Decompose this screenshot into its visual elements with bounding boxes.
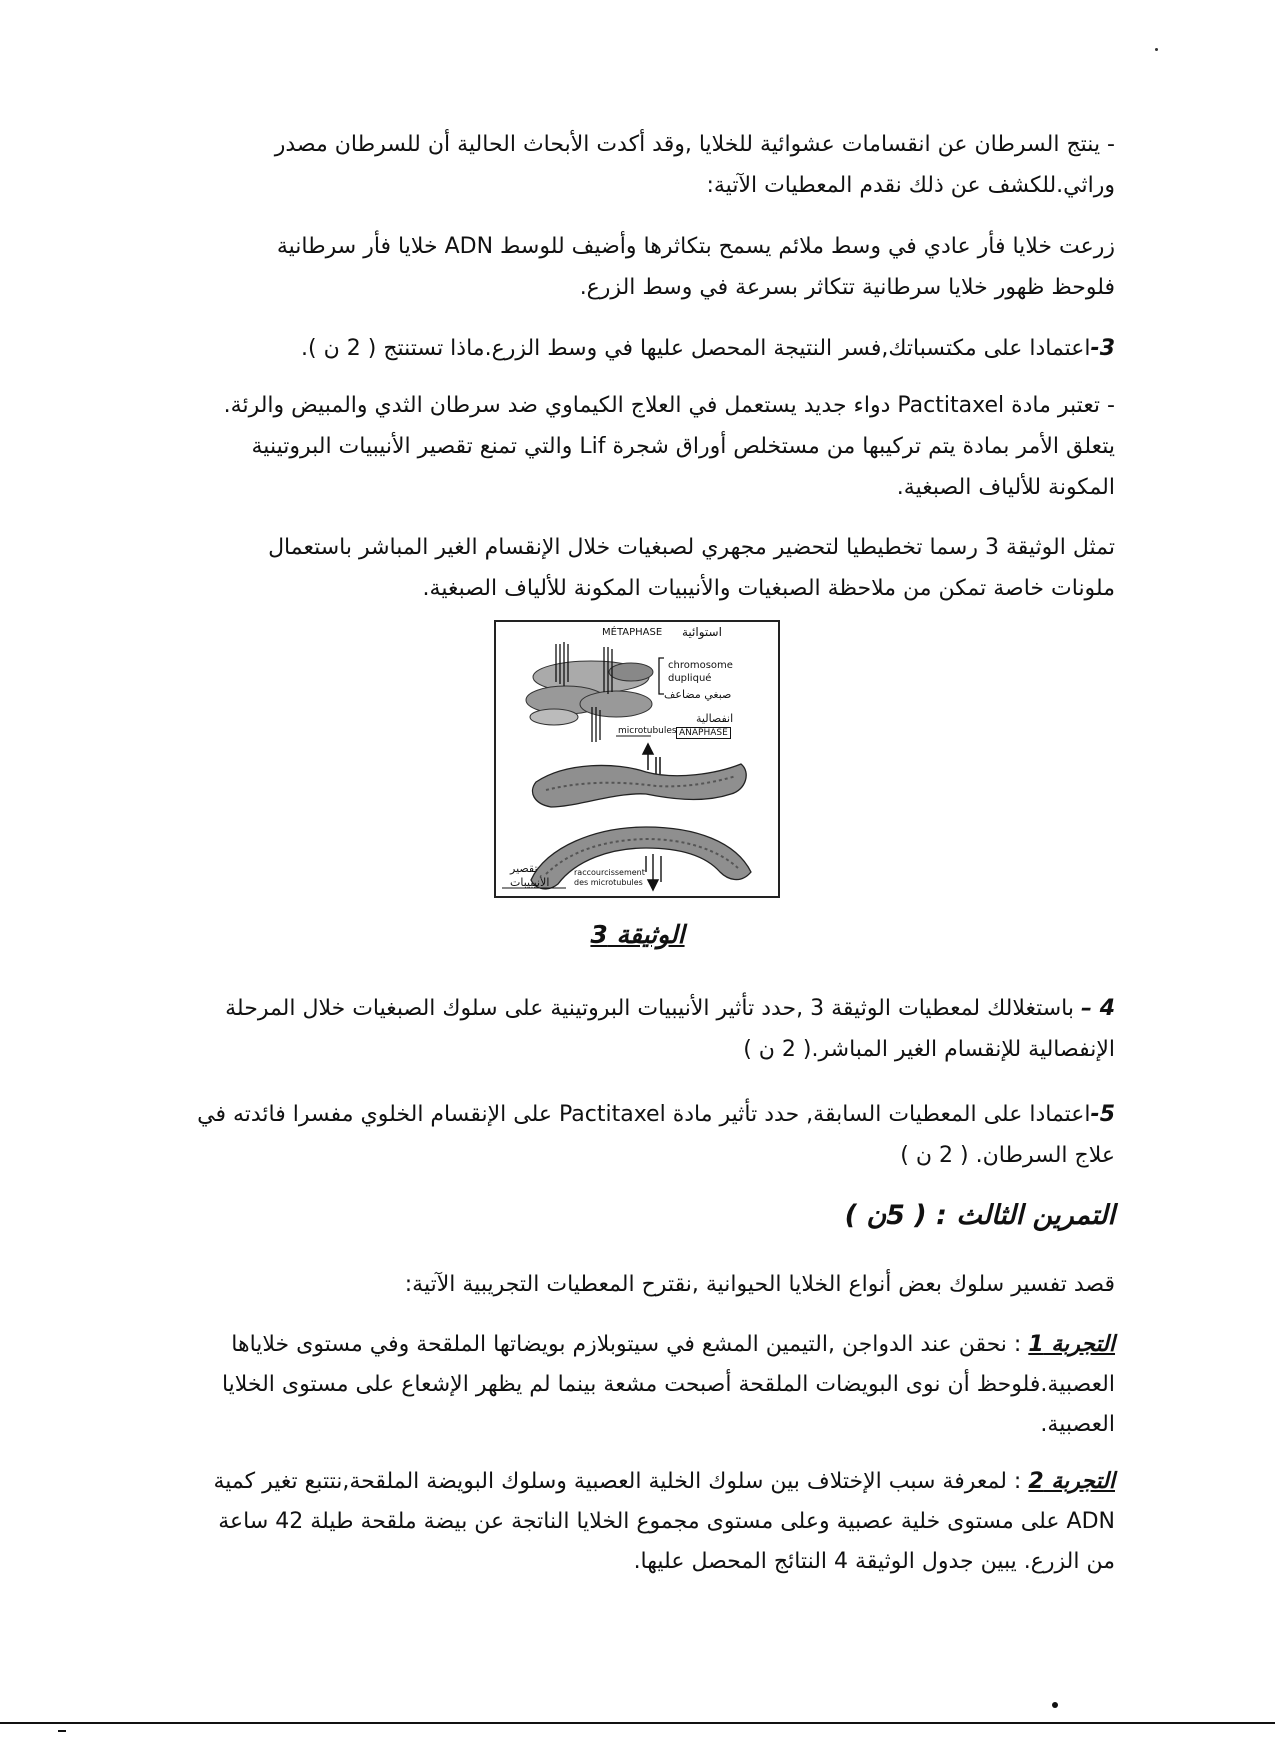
anaphase-arrow: [643, 744, 660, 774]
experiment-paragraph: [155, 226, 1115, 308]
label-microtubules-ar: الأنيبيبات: [510, 876, 550, 889]
label-metaphase: MÉTAPHASE: [602, 627, 663, 638]
bullet-dot: [1052, 1702, 1058, 1708]
experiment-1-line-1: : نحقن عند الدواجن ,التيمين المشع في سيتوبلازم بويضاتها الملقحة وفي مستوى خلاياها: [231, 1332, 1022, 1357]
label-shortening-ar: تقصير: [510, 862, 538, 875]
label-anaphase-ar: انفصالية: [696, 712, 734, 725]
pactitaxel-line-3: المكونة للألياف الصبغية.: [896, 475, 1115, 500]
experiment-line-2: فلوحظ ظهور خلايا سرطانية تتكاثر بسرعة في وسط الزرع.: [579, 275, 1115, 300]
label-metaphase-ar: استوائية: [682, 625, 722, 639]
question-5-line-2: علاج السرطان. ( 2 ن ): [900, 1143, 1115, 1168]
label-chromosome: chromosome: [668, 660, 733, 671]
mitosis-diagram: [496, 622, 778, 896]
experiment-line-1: زرعت خلايا فأر عادي في وسط ملائم يسمح بتكاثرها وأضيف للوسط ADN خلايا فأر سرطانية: [276, 234, 1115, 259]
intro-paragraph: [155, 124, 1115, 206]
experiment-1-line-2: العصبية.فلوحظ أن نوى البويضات الملقحة أصبحت مشعة بينما لم يظهر الإشعاع على مستوى الخلايا: [221, 1372, 1115, 1397]
exercise-3-intro: [155, 1264, 1115, 1305]
pactitaxel-line-1: - تعتبر مادة Pactitaxel دواء جديد يستعمل في العلاج الكيماوي ضد سرطان الثدي والمبيض والرئة.: [223, 393, 1115, 418]
question-4-line-2: الإنفصالية للإنقسام الغير المباشر.( 2 ن ): [743, 1037, 1115, 1062]
question-3-text: اعتمادا على مكتسباتك,فسر النتيجة المحصل عليها في وسط الزرع.ماذا تستنتج ( 2 ن ).: [301, 336, 1091, 361]
experiment-2-label: التجربة 2: [1028, 1469, 1115, 1494]
page-speck: [1155, 48, 1158, 51]
label-anaphase: ANAPHASE: [676, 727, 731, 739]
question-4: [155, 988, 1115, 1070]
question-4-number: 4 –: [1081, 996, 1115, 1021]
document-3-intro: [155, 527, 1115, 609]
intro-line-1: - ينتج السرطان عن انقسامات عشوائية للخلايا ,وقد أكدت الأبحاث الحالية أن للسرطان مصدر: [274, 132, 1115, 157]
exercise-3-intro-text: قصد تفسير سلوك بعض أنواع الخلايا الحيوانية ,نقترح المعطيات التجريبية الآتية:: [404, 1272, 1115, 1297]
question-3-number: 3-: [1090, 336, 1115, 361]
label-chromosome-ar: صبغي مضاعف: [664, 688, 732, 701]
experiment-2-line-1: : لمعرفة سبب الإختلاف بين سلوك الخلية العصبية وسلوك البويضة الملقحة,نتتبع تغير كمية: [213, 1469, 1022, 1494]
document-3-intro-line-2: ملونات خاصة تمكن من ملاحظة الصبغيات والأنيبيات المكونة للألياف الصبغية.: [422, 576, 1115, 601]
label-des-microtubules: des microtubules: [574, 878, 643, 887]
question-5-number: 5-: [1090, 1102, 1115, 1127]
question-5-line-1: اعتمادا على المعطيات السابقة, حدد تأثير مادة Pactitaxel على الإنقسام الخلوي مفسرا فائدته في: [197, 1102, 1091, 1127]
pactitaxel-line-2: يتعلق الأمر بمادة يتم تركيبها من مستخلص أوراق شجرة Lif والتي تمنع تقصير الأنيبيات البروتينية: [251, 434, 1115, 459]
exercise-3-title: التمرين الثالث : ( 5ن ): [844, 1200, 1115, 1231]
intro-line-2: وراثي.للكشف عن ذلك نقدم المعطيات الآتية:: [706, 173, 1115, 198]
experiment-1-line-3: العصبية.: [1040, 1412, 1115, 1437]
pactitaxel-paragraph: [155, 385, 1115, 508]
experiment-1: [155, 1325, 1115, 1445]
footer-dash: [58, 1730, 66, 1732]
question-3: [155, 328, 1115, 369]
experiment-1-label: التجربة 1: [1028, 1332, 1115, 1357]
shortening-arrow: [646, 854, 661, 890]
document-3-intro-line-1: تمثل الوثيقة 3 رسما تخطيطيا لتحضير مجهري لصبغيات خلال الإنقسام الغير المباشر باستعمال: [268, 535, 1115, 560]
document-3-caption: الوثيقة 3: [590, 920, 685, 949]
experiment-2-line-3: من الزرع. يبين جدول الوثيقة 4 النتائج المحصل عليها.: [633, 1549, 1115, 1574]
label-raccourcissement: raccourcissement: [574, 868, 645, 877]
question-4-line-1: باستغلالك لمعطيات الوثيقة 3 ,حدد تأثير الأنيبيات البروتينية على سلوك الصبغيات خلال المرحلة: [225, 996, 1075, 1021]
experiment-2: [155, 1462, 1115, 1582]
footer-rule: [0, 1722, 1275, 1724]
document-3-figure: [494, 620, 780, 898]
metaphase-chromosomes: [526, 661, 653, 725]
question-5: [155, 1094, 1115, 1176]
experiment-2-line-2: ADN على مستوى خلية عصبية وعلى مستوى مجموع الخلايا الناتجة عن بيضة ملقحة طيلة 42 ساعة: [218, 1509, 1115, 1534]
label-microtubules: microtubules: [618, 726, 677, 736]
label-duplique: dupliqué: [668, 673, 712, 684]
